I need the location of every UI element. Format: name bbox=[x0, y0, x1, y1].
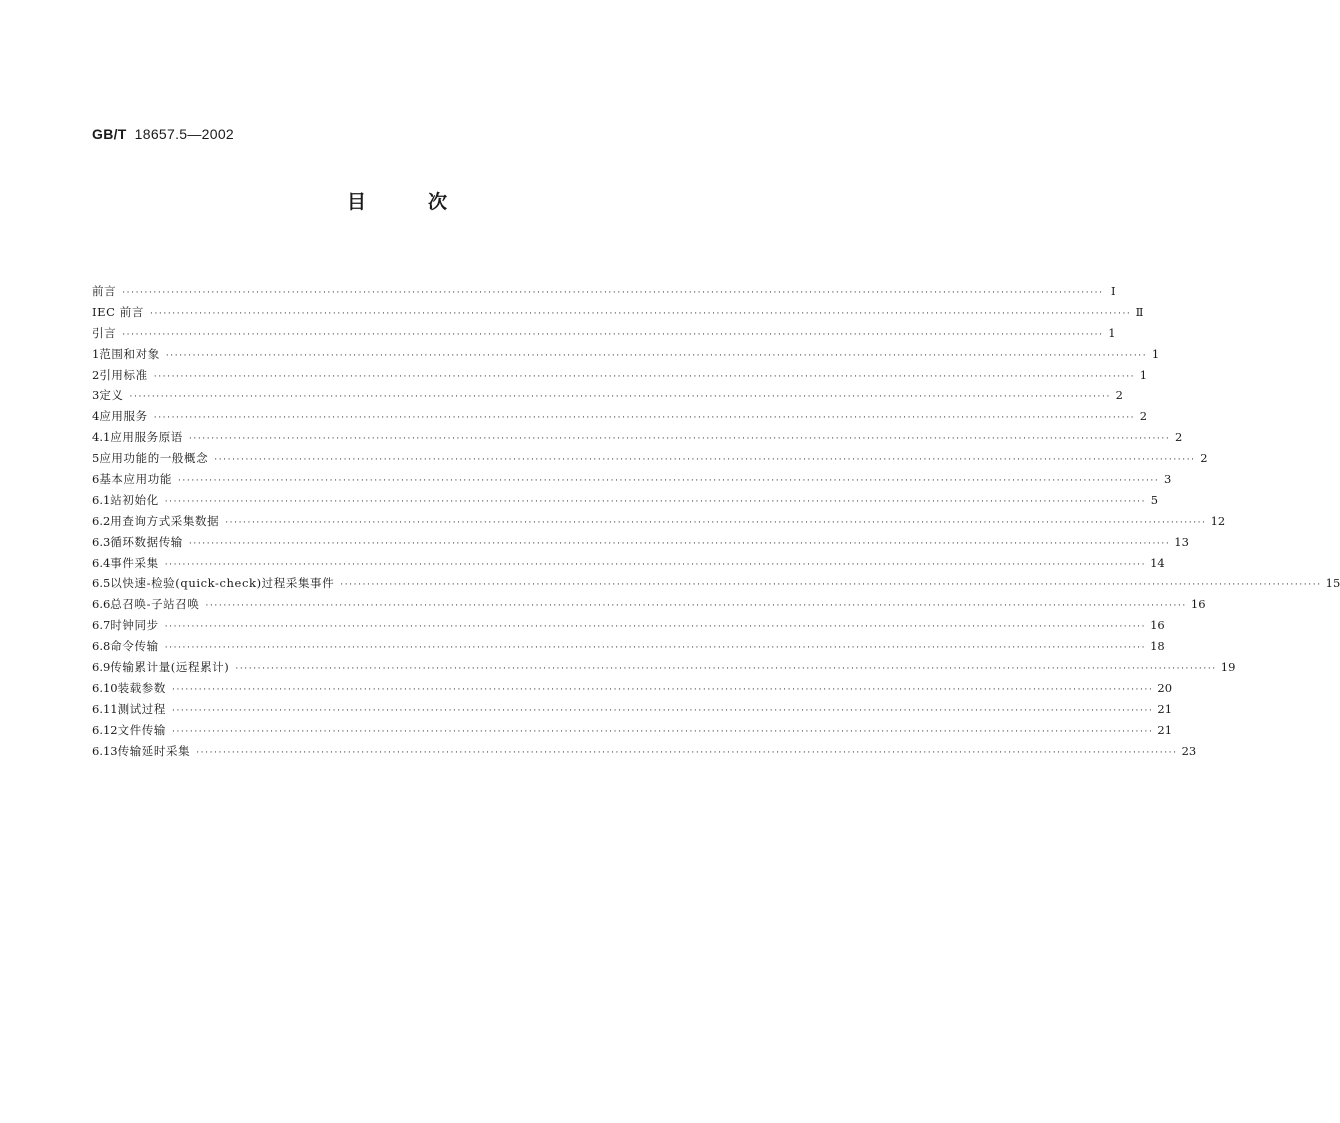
toc-entry[interactable] bbox=[92, 657, 1236, 678]
toc-entry-number: 4 bbox=[92, 409, 100, 424]
toc-entry[interactable] bbox=[92, 720, 1173, 741]
toc-entry[interactable] bbox=[92, 490, 1159, 511]
toc-entry-number: 6.9 bbox=[92, 660, 111, 675]
toc-entry-number: 1 bbox=[92, 346, 100, 361]
toc-leader-dots: ···························································································································································································································· bbox=[165, 350, 1148, 361]
toc-entry-title: 命令传输 bbox=[110, 639, 159, 654]
standard-code bbox=[92, 126, 234, 142]
toc-entry-page: 21 bbox=[1157, 701, 1173, 716]
toc-leader-dots: ···························································································································································································································· bbox=[153, 371, 1136, 382]
toc-entry-title: 引言 bbox=[92, 325, 117, 340]
toc-entry[interactable] bbox=[92, 594, 1206, 615]
toc-entry-number: 6.3 bbox=[92, 534, 111, 549]
page-title: 目次 bbox=[346, 191, 509, 213]
toc-entry-page: 1 bbox=[1151, 346, 1160, 361]
toc-entry[interactable] bbox=[92, 532, 1189, 553]
toc-entry-page: 2 bbox=[1139, 409, 1148, 424]
toc-entry-number: 6.6 bbox=[92, 597, 111, 612]
toc-entry-page: Ⅱ bbox=[1135, 304, 1144, 319]
toc-entry-page: 12 bbox=[1210, 513, 1226, 528]
toc-entry-title: 事件采集 bbox=[110, 555, 159, 570]
toc-entry-title: 前言 bbox=[92, 284, 117, 298]
toc-entry-page: 16 bbox=[1150, 618, 1165, 633]
toc-entry-title: 文件传输 bbox=[117, 722, 167, 737]
toc-entry-title: 循环数据传输 bbox=[110, 534, 183, 549]
toc-leader-dots: ···························································································································································································································· bbox=[214, 455, 1196, 466]
toc-entry-title: 测试过程 bbox=[117, 701, 167, 716]
toc-leader-dots: ···························································································································································································································· bbox=[164, 496, 1147, 507]
toc-entry-page: 19 bbox=[1220, 660, 1236, 675]
toc-entry-page: 21 bbox=[1157, 722, 1173, 737]
toc-leader-dots: ···························································································································································································································· bbox=[205, 601, 1187, 612]
toc-entry[interactable] bbox=[92, 385, 1123, 406]
toc-entry-number: 6.12 bbox=[92, 722, 118, 737]
toc-entry[interactable] bbox=[92, 427, 1183, 448]
toc-entry-number: 4.1 bbox=[92, 430, 111, 445]
toc-leader-dots: ···························································································································································································································· bbox=[164, 622, 1147, 633]
toc-entry-title: 基本应用功能 bbox=[99, 472, 172, 487]
toc-entry-number: 2 bbox=[92, 367, 100, 382]
toc-entry[interactable] bbox=[92, 365, 1148, 386]
toc-entry[interactable] bbox=[92, 741, 1197, 762]
toc-entry[interactable] bbox=[92, 448, 1208, 469]
toc-entry[interactable] bbox=[92, 615, 1165, 636]
toc-entry[interactable] bbox=[92, 281, 1116, 302]
toc-leader-dots: ···························································································································································································································· bbox=[164, 643, 1147, 654]
toc-leader-dots: ···························································································································································································································· bbox=[340, 580, 1322, 591]
toc-entry-title: 定义 bbox=[99, 388, 124, 403]
toc-entry-page: 15 bbox=[1325, 576, 1340, 591]
toc-entry[interactable] bbox=[92, 553, 1165, 574]
toc-entry-title: 传输延时采集 bbox=[117, 743, 191, 758]
toc-entry-page: 5 bbox=[1150, 492, 1159, 507]
toc-entry-page: 1 bbox=[1108, 325, 1116, 340]
toc-entry-number: 6.4 bbox=[92, 555, 111, 570]
toc-entry-number: 6.13 bbox=[92, 743, 118, 758]
toc-entry-title: 范围和对象 bbox=[99, 346, 160, 361]
toc-leader-dots: ···························································································································································································································· bbox=[188, 538, 1171, 549]
toc-leader-dots: ···························································································································································································································· bbox=[196, 747, 1178, 758]
toc-entry[interactable] bbox=[92, 469, 1172, 490]
toc-entry-page: 1 bbox=[1139, 367, 1148, 382]
toc-entry-title: 引用标准 bbox=[99, 367, 148, 382]
toc-entry-number: 6.1 bbox=[92, 492, 111, 507]
toc-leader-dots: ···························································································································································································································· bbox=[150, 308, 1132, 319]
toc-entry-number: 6.5 bbox=[92, 576, 111, 591]
toc-leader-dots: ···························································································································································································································· bbox=[122, 329, 1104, 340]
toc-entry-number: 3 bbox=[92, 388, 100, 403]
toc-entry[interactable] bbox=[92, 323, 1116, 344]
toc-entry-number: 6.10 bbox=[92, 680, 118, 695]
toc-entry[interactable] bbox=[92, 636, 1165, 657]
toc-entry-number: 5 bbox=[92, 451, 100, 466]
toc-entry[interactable] bbox=[92, 406, 1148, 427]
toc-entry-page: 3 bbox=[1164, 472, 1172, 487]
toc-leader-dots: ···························································································································································································································· bbox=[129, 392, 1111, 403]
toc-leader-dots: ···························································································································································································································· bbox=[153, 413, 1136, 424]
toc-entry-page: 18 bbox=[1150, 639, 1165, 654]
toc-entry-title: 以快速-检验(quick-check)过程采集事件 bbox=[110, 576, 335, 591]
toc-leader-dots: ···························································································································································································································· bbox=[235, 664, 1217, 675]
toc-entry[interactable] bbox=[92, 511, 1226, 532]
standard-prefix: GB/T bbox=[92, 126, 127, 142]
standard-number: 18657.5—2002 bbox=[134, 126, 235, 142]
toc-entry-page: 2 bbox=[1115, 388, 1123, 403]
toc-leader-dots: ···························································································································································································································· bbox=[164, 559, 1147, 570]
toc-entry-title: 应用功能的一般概念 bbox=[99, 451, 209, 466]
toc-entry-page: 20 bbox=[1157, 680, 1173, 695]
toc-entry-number: 6.7 bbox=[92, 618, 111, 633]
toc-entry[interactable] bbox=[92, 344, 1160, 365]
toc-leader-dots: ···························································································································································································································· bbox=[172, 705, 1154, 716]
toc-entry-page: 2 bbox=[1174, 430, 1183, 445]
toc-entry-title: 总召唤-子站召唤 bbox=[110, 597, 200, 612]
toc-entry-page: 2 bbox=[1200, 451, 1208, 466]
toc-leader-dots: ···························································································································································································································· bbox=[188, 434, 1171, 445]
toc-entry-title: IEC 前言 bbox=[92, 304, 144, 319]
toc-entry-page: 16 bbox=[1190, 597, 1206, 612]
toc-entry[interactable] bbox=[92, 302, 1144, 323]
toc-entry-title: 站初始化 bbox=[110, 492, 159, 507]
toc-entry-number: 6.2 bbox=[92, 513, 111, 528]
toc-entry-number: 6.8 bbox=[92, 639, 111, 654]
toc-entry-number: 6 bbox=[92, 472, 100, 487]
toc-entry-page: 23 bbox=[1181, 743, 1197, 758]
toc-entry-title: 传输累计量(远程累计) bbox=[110, 660, 230, 675]
toc-entry-title: 应用服务原语 bbox=[110, 430, 183, 445]
toc-entry[interactable] bbox=[92, 699, 1173, 720]
toc-entry-page: Ⅰ bbox=[1111, 284, 1116, 298]
toc-entry-number: 6.11 bbox=[92, 701, 118, 716]
toc-entry-title: 装载参数 bbox=[117, 680, 167, 695]
toc-entry-title: 应用服务 bbox=[99, 409, 148, 424]
toc-entry-page: 13 bbox=[1174, 534, 1189, 549]
toc-entry-page: 14 bbox=[1150, 555, 1165, 570]
toc-leader-dots: ···························································································································································································································· bbox=[172, 726, 1154, 737]
toc-leader-dots: ···························································································································································································································· bbox=[225, 517, 1207, 528]
toc-entry[interactable] bbox=[92, 678, 1173, 699]
toc-leader-dots: ···························································································································································································································· bbox=[177, 476, 1160, 487]
toc-leader-dots: ···························································································································································································································· bbox=[172, 684, 1154, 695]
toc-leader-dots: ···························································································································································································································· bbox=[122, 288, 1104, 298]
toc-entry-title: 时钟同步 bbox=[110, 618, 159, 633]
toc-entry-title: 用查询方式采集数据 bbox=[110, 513, 220, 528]
toc-entry[interactable] bbox=[92, 573, 1340, 594]
table-of-contents bbox=[92, 281, 1340, 761]
